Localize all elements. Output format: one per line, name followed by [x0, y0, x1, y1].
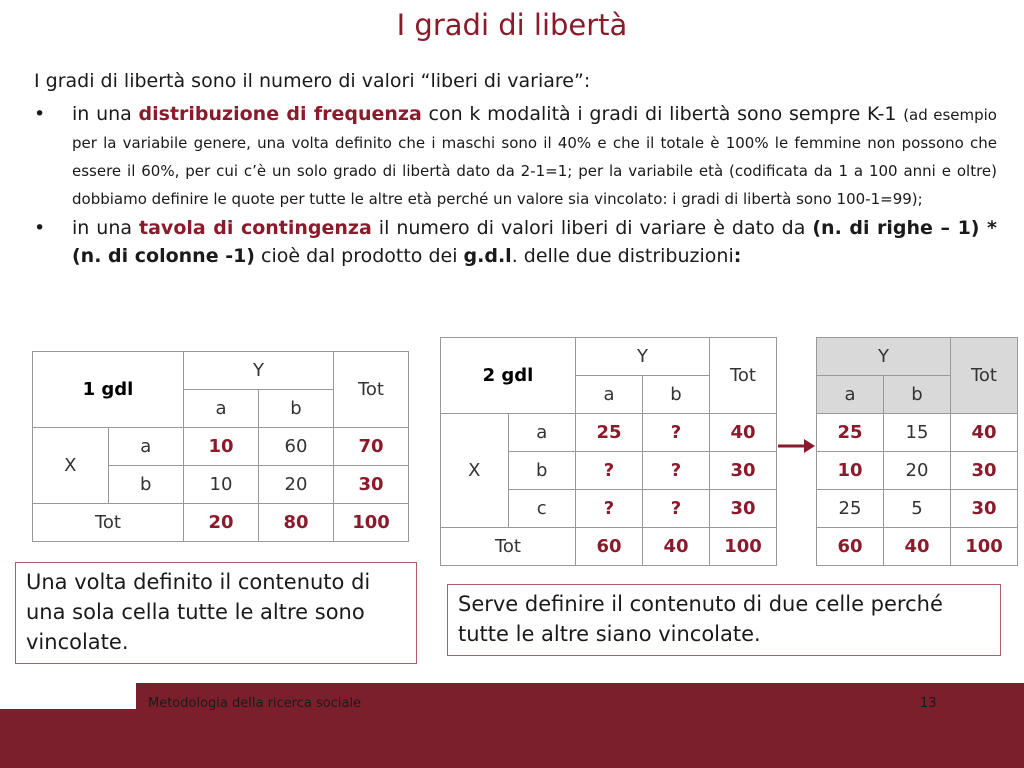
row-var-label: X: [441, 414, 509, 528]
bullet-text: con k modalità i gradi di libertà sono sempre K-1: [421, 103, 897, 125]
cell: ?: [576, 452, 643, 490]
bullet-text: . delle due distribuzioni: [511, 245, 734, 267]
cell: 5: [884, 490, 951, 528]
col-b-header: b: [259, 390, 334, 428]
col-total: 20: [184, 504, 259, 542]
col-var-label: Y: [817, 338, 951, 376]
note-box-1gdl: Una volta definito il contenuto di una sola cella tutte le altre sono vincolate.: [15, 562, 417, 664]
col-tot-header: Tot: [710, 338, 777, 414]
page-number: 13: [920, 696, 937, 711]
cell: 10: [817, 452, 884, 490]
gdl-abbr: g.d.l: [463, 245, 512, 267]
highlight-term: distribuzione di frequenza: [138, 103, 422, 125]
col-a-header: a: [817, 376, 884, 414]
grand-total: 100: [951, 528, 1018, 566]
col-var-label: Y: [184, 352, 334, 390]
col-total: 60: [817, 528, 884, 566]
colon-mark: :: [733, 245, 742, 267]
row-total: 30: [951, 490, 1018, 528]
row-label: a: [108, 428, 184, 466]
col-a-header: a: [576, 376, 643, 414]
cell: 20: [884, 452, 951, 490]
row-total: 30: [710, 452, 777, 490]
row-label: a: [508, 414, 576, 452]
col-a-header: a: [184, 390, 259, 428]
row-label: c: [508, 490, 576, 528]
col-total: 80: [259, 504, 334, 542]
cell: ?: [643, 414, 710, 452]
note-box-2gdl: Serve definire il contenuto di due celle perché tutte le altre siano vincolate.: [447, 584, 1001, 656]
intro-text: I gradi di libertà sono il numero di valori “liberi di variare”:: [34, 70, 591, 92]
example-note: (ad esempio per la variabile genere, una volta definito che i maschi sono il 40% e che il totale è 100% le femmine non possono che essere il 60%, per cui c’è un solo grado di libertà dato da 2-1=1; per la variabile età (codificata da 1 a 100 anni e oltre) dobbiamo definire le quote per tutte le altre età perché un valore sia vincolato: i gradi di libertà sono 100-1=99);: [72, 106, 997, 208]
col-tot-header: Tot: [334, 352, 409, 428]
bullet-item-contingency: [34, 214, 997, 270]
cell: 25: [817, 414, 884, 452]
arrow-right-icon: [776, 436, 816, 456]
bullet-text: in una: [72, 217, 140, 239]
footer-course-title: Metodologia della ricerca sociale: [148, 696, 362, 711]
row-total: 40: [951, 414, 1018, 452]
col-b-header: b: [884, 376, 951, 414]
row-label: b: [508, 452, 576, 490]
cell: 15: [884, 414, 951, 452]
col-total: 60: [576, 528, 643, 566]
bullet-marker: •: [34, 217, 46, 239]
formula-text: (n. di righe – 1) * (n. di colonne -1): [72, 217, 997, 267]
cell: 10: [184, 466, 259, 504]
cell: 10: [184, 428, 259, 466]
table-1-gdl: [32, 351, 409, 542]
footer-bar: [0, 709, 1024, 768]
bullet-text: in una: [72, 103, 139, 125]
table-corner-label: 1 gdl: [33, 352, 184, 428]
cell: 60: [259, 428, 334, 466]
cell: 25: [817, 490, 884, 528]
bullet-list: [34, 100, 997, 272]
bullet-marker: •: [34, 103, 46, 125]
col-total: 40: [643, 528, 710, 566]
bullet-text: cioè dal prodotto dei: [255, 245, 464, 267]
cell: 25: [576, 414, 643, 452]
row-label: b: [108, 466, 184, 504]
table-3-solution: [816, 337, 1018, 566]
col-tot-header: Tot: [951, 338, 1018, 414]
col-b-header: b: [643, 376, 710, 414]
grand-total: 100: [710, 528, 777, 566]
bullet-item-frequency: [34, 100, 997, 212]
slide-title: I gradi di libertà: [396, 8, 628, 42]
total-row-label: Tot: [33, 504, 184, 542]
grand-total: 100: [334, 504, 409, 542]
highlight-term: tavola di contingenza: [139, 217, 372, 239]
bullet-text: il numero di valori liberi di variare è dato da: [371, 217, 813, 239]
cell: 20: [259, 466, 334, 504]
cell: ?: [643, 452, 710, 490]
cell: ?: [643, 490, 710, 528]
table-corner-label: 2 gdl: [441, 338, 576, 414]
table-2-gdl: [440, 337, 777, 566]
row-total: 30: [710, 490, 777, 528]
col-var-label: Y: [576, 338, 710, 376]
row-var-label: X: [33, 428, 109, 504]
cell: ?: [576, 490, 643, 528]
total-row-label: Tot: [441, 528, 576, 566]
col-total: 40: [884, 528, 951, 566]
row-total: 70: [334, 428, 409, 466]
row-total: 40: [710, 414, 777, 452]
row-total: 30: [334, 466, 409, 504]
row-total: 30: [951, 452, 1018, 490]
